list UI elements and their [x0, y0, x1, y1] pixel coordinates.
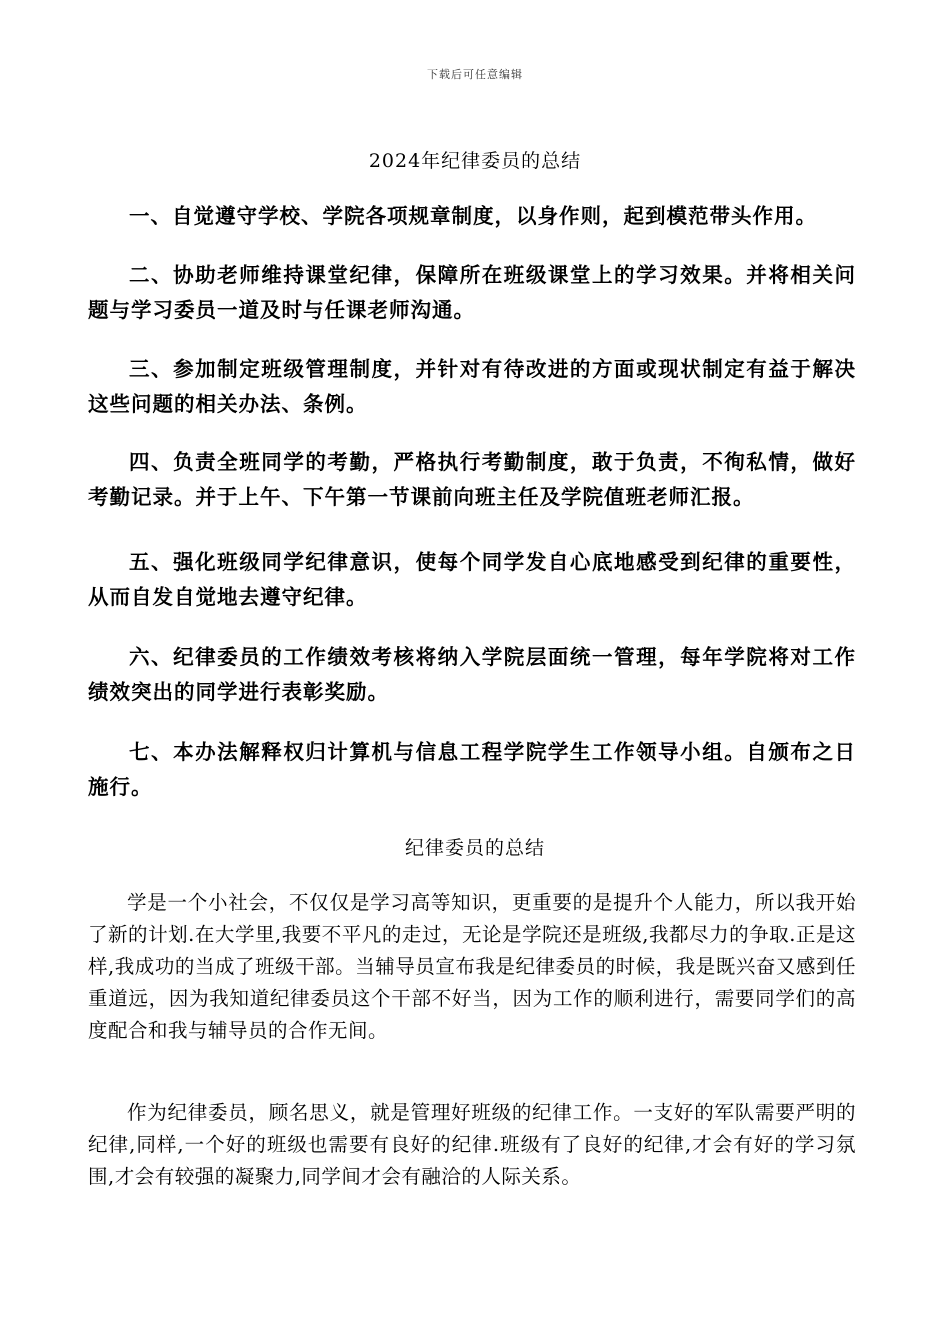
section-title: 纪律委员的总结: [404, 837, 545, 859]
rule-paragraph-2: 二、协助老师维持课堂纪律，保障所在班级课堂上的学习效果。并将相关问题与学习委员一道及时与任课老师沟通。: [88, 263, 856, 322]
document-title: 2024年纪律委员的总结: [368, 150, 582, 172]
rule-paragraph-3: 三、参加制定班级管理制度，并针对有待改进的方面或现状制定有益于解决这些问题的相关办法、条例。: [88, 357, 856, 416]
summary-paragraph-2: 作为纪律委员，顾名思义，就是管理好班级的纪律工作。一支好的军队需要严明的纪律,同样,一个好的班级也需要有良好的纪律.班级有了良好的纪律,才会有好的学习氛围,才会有较强的凝聚力,同学间才会有融洽的人际关系。: [88, 1101, 856, 1188]
rule-paragraph-5: 五、强化班级同学纪律意识，使每个同学发自心底地感受到纪律的重要性，从而自发自觉地去遵守纪律。: [88, 550, 856, 609]
header-note: 下载后可任意编辑: [427, 68, 523, 81]
summary-paragraph-1: 学是一个小社会，不仅仅是学习高等知识，更重要的是提升个人能力，所以我开始了新的计划.在大学里,我要不平凡的走过，无论是学院还是班级,我都尽力的争取.正是这样,我成功的当成了班级干部。当辅导员宣布我是纪律委员的时候，我是既兴奋又感到任重道远，因为我知道纪律委员这个干部不好当，因为工作的顺利进行，需要同学们的高度配合和我与辅导员的合作无间。: [88, 891, 856, 1042]
rule-paragraph-1: 一、自觉遵守学校、学院各项规章制度，以身作则，起到模范带头作用。: [129, 204, 817, 228]
rule-paragraph-4: 四、负责全班同学的考勤，严格执行考勤制度，敢于负责，不徇私情，做好考勤记录。并于上午、下午第一节课前向班主任及学院值班老师汇报。: [88, 450, 856, 509]
rule-paragraph-7: 七、本办法解释权归计算机与信息工程学院学生工作领导小组。自颁布之日施行。: [88, 740, 856, 799]
rule-paragraph-6: 六、纪律委员的工作绩效考核将纳入学院层面统一管理，每年学院将对工作绩效突出的同学进行表彰奖励。: [88, 645, 856, 704]
